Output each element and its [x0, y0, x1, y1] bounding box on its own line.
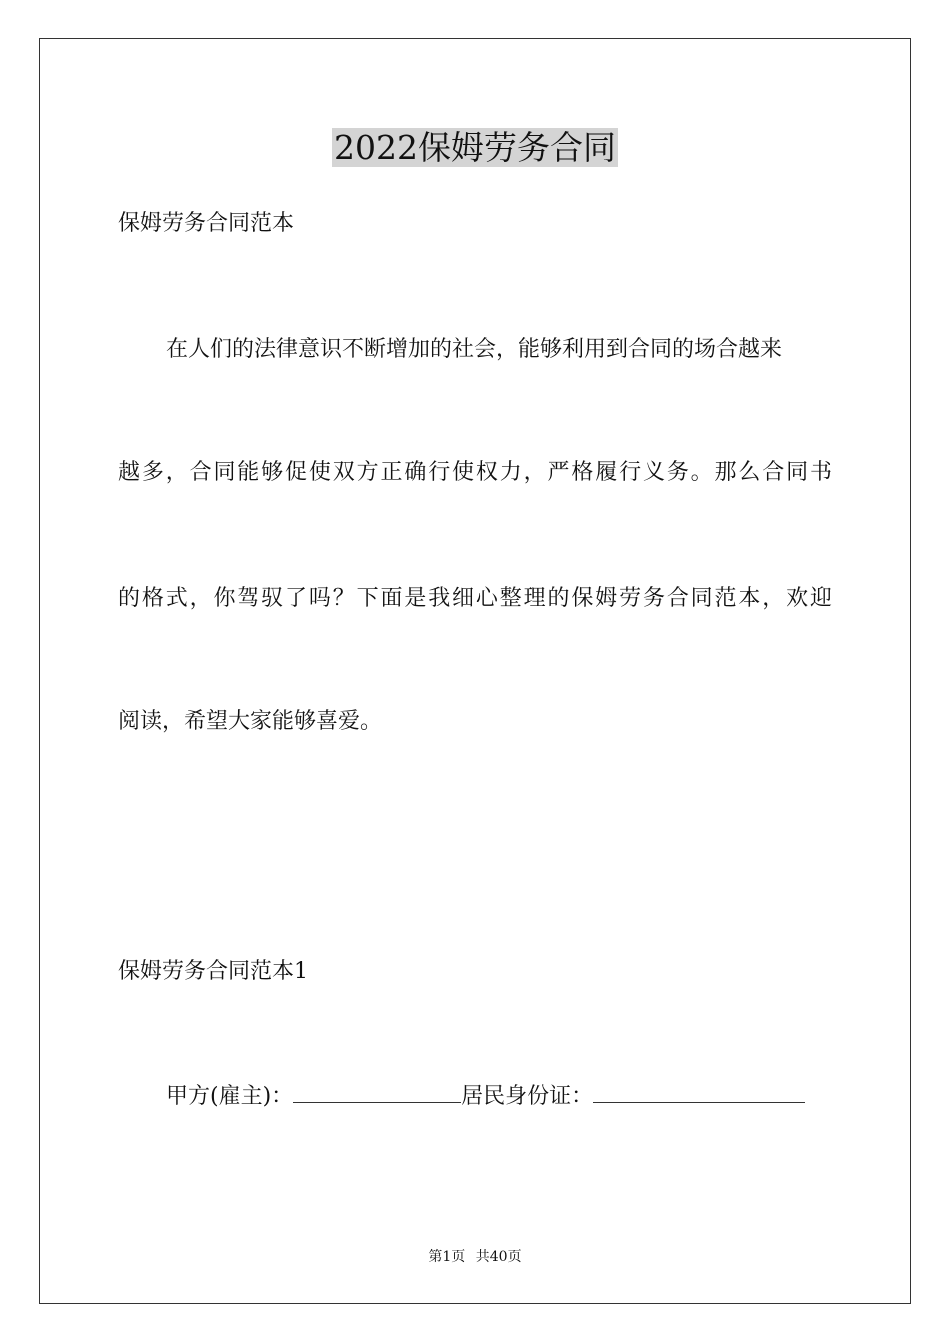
title-text: 2022保姆劳务合同 — [334, 128, 616, 167]
intro-line-3: 的格式，你驾驭了吗？下面是我细心整理的保姆劳务合同范本，欢迎 — [118, 586, 832, 611]
page-total: 共40页 — [475, 1249, 522, 1265]
page-footer — [0, 1248, 950, 1266]
subtitle: 保姆劳务合同范本 — [118, 211, 295, 236]
id-blank[interactable] — [593, 1084, 805, 1103]
party-a-label: 甲方(雇主)： — [166, 1084, 294, 1109]
party-a-blank[interactable] — [293, 1084, 461, 1103]
intro-line-2: 越多，合同能够促使双方正确行使权力，严格履行义务。那么合同书 — [118, 460, 832, 485]
document-title — [0, 128, 950, 168]
party-a-row — [166, 1083, 805, 1111]
section-heading: 保姆劳务合同范本1 — [118, 959, 308, 984]
intro-line-1: 在人们的法律意识不断增加的社会，能够利用到合同的场合越来 — [166, 337, 783, 362]
page-number: 第1页 — [428, 1249, 466, 1265]
intro-line-4: 阅读，希望大家能够喜爱。 — [118, 709, 383, 734]
id-label: 居民身份证： — [461, 1084, 594, 1109]
